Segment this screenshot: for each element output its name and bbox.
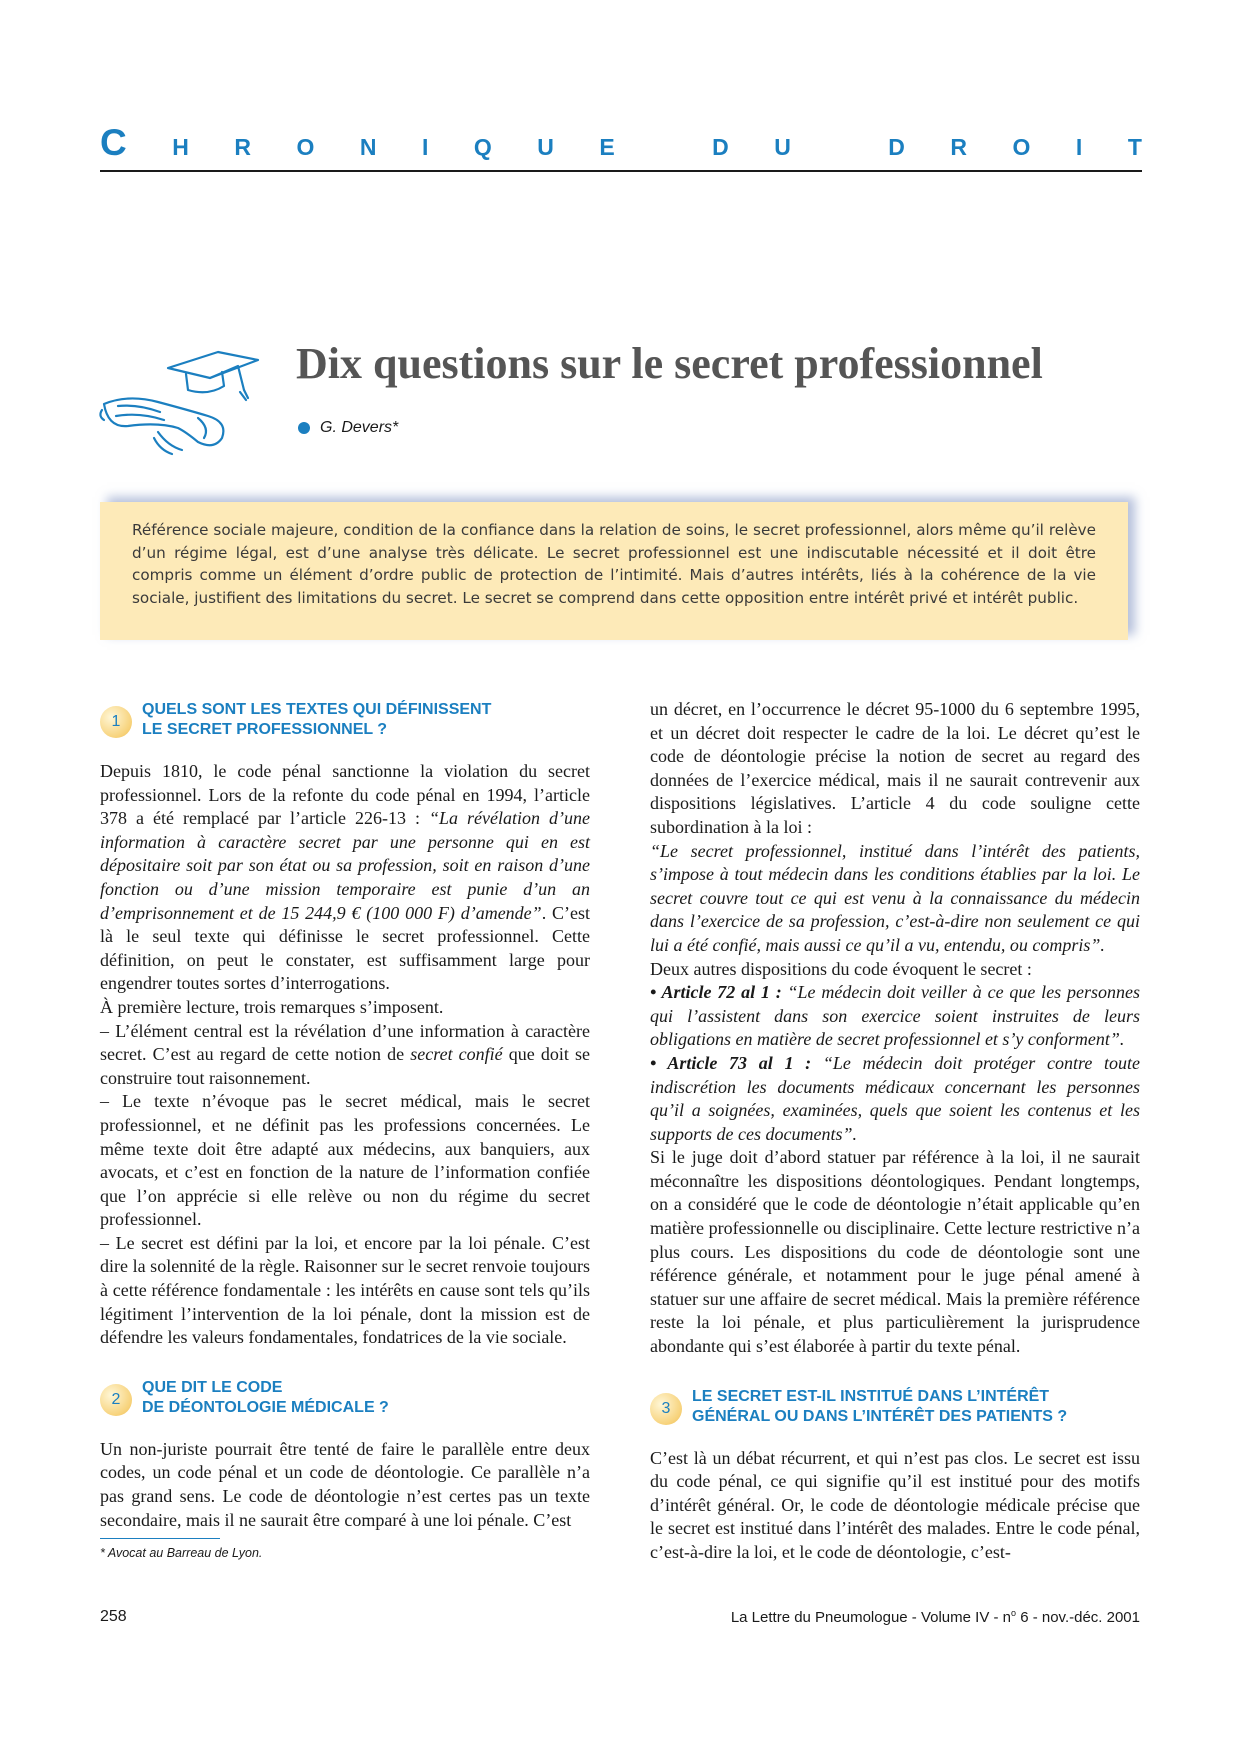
body-column-left	[100, 700, 590, 1532]
section-number-badge: 1	[100, 706, 132, 738]
header-divider	[100, 170, 1142, 172]
header-letter: T	[1127, 134, 1142, 160]
header-letter	[660, 132, 666, 162]
header-letter: E	[599, 134, 615, 160]
footnote: * Avocat au Barreau de Lyon.	[100, 1546, 263, 1560]
section-title-line: LE SECRET PROFESSIONNEL ?	[142, 721, 388, 738]
paragraph: – L’élément central est la révélation d’une information à caractère secret. C’est au regard de cette notion de secret confié que doit se construire tout raisonnement.	[100, 1020, 590, 1088]
section-title-line: DE DÉONTOLOGIE MÉDICALE ?	[142, 1398, 389, 1416]
header-letter: R	[234, 134, 251, 160]
quote: “Le secret professionnel, institué dans l’intérêt des patients, s’impose à tout médecin dans les conditions établies par la loi. Le secret couvre tout ce qui est venu à la connaissance du médecin dans l’exercice de sa profession, c’est-à-dire non seulement ce qui lui a été confié, mais aussi ce qu’il a vu, entendu, ou compris”.	[650, 840, 1140, 955]
section-heading-2	[100, 1378, 590, 1418]
section-number-badge: 3	[650, 1393, 682, 1425]
journal-reference: La Lettre du Pneumologue - Volume IV - $n^o$ 6 - nov.-déc. 2001	[730, 1608, 1140, 1626]
paragraph: – Le texte n’évoque pas le secret médical, mais le secret professionnel, et ne définit pas les professions concernées. Le même texte doit être adapté aux médecins, aux banquiers, aux avocats, et c’est en fonction de la nature de l’information confiée que l’on apprécie si elle relève ou non du régime du secret professionnel.	[100, 1091, 590, 1230]
paragraph: Depuis 1810, le code pénal sanctionne la violation du secret professionnel. Lors de la refonte du code pénal en 1994, l’article 378 a été remplacé par l’article 226-13 : “La révélation d’une information à caractère secret par une personne qui en est dépositaire soit par son état ou sa profession, soit en raison d’une fonction ou d’une mission temporaire est punie d’un an d’emprisonnement et de 15 244,9 € (100 000 F) d’amende”. C’est là le seul texte qui définisse le secret professionnel. Cette définition, on peut le constater, est suffisamment large pour engendrer toutes sortes d’interrogations.	[100, 761, 590, 994]
article-item: • Article 72 al 1 : “Le médecin doit veiller à ce que les personnes qui l’assistent dans son exercice soient instruites de leurs obligations en matière de secret professionnel et s’y conforment”.	[650, 982, 1140, 1050]
header-letter: U	[537, 134, 554, 160]
paragraph: un décret, en l’occurrence le décret 95-1000 du 6 septembre 1995, et un décret doit respecter le cadre de la loi. Le décret qu’est le code de déontologie précise la notion de secret au regard des données de l’exercice médical, mais il ne saurait contrevenir aux dispositions législatives. L’article 4 du code souligne cette subordination à la loi :	[650, 699, 1140, 837]
header-letter: O	[1012, 134, 1031, 160]
section-number-badge: 2	[100, 1384, 132, 1416]
section-title-line: QUELS SONT LES TEXTES QUI DÉFINISSENT	[142, 701, 492, 718]
paragraph: Deux autres dispositions du code évoquent le secret :	[650, 958, 1032, 979]
article-item: • Article 73 al 1 : “Le médecin doit protéger contre toute indiscrétion les documents médicaux concernant les personnes qu’il a soignées, examinées, quels que soient les contenus et les supports de ces documents”.	[650, 1052, 1141, 1144]
paragraph: Si le juge doit d’abord statuer par référence à la loi, il ne saurait méconnaître les dispositions déontologiques. Pendant longtemps, on a considéré que le code de déontologie n’était applicable qu’en matière professionnelle ou disciplinaire. Cette lecture restrictive n’a plus cours. Les dispositions du code de déontologie sont une référence générale, et notamment pour le juge pénal amené à statuer sur une affaire de secret médical. Mais la première référence reste la loi pénale, et plus particulièrement la jurisprudence abondante qui s’est élaborée à partir du texte pénal.	[650, 1147, 1140, 1357]
section-header-chronique-du-droit	[100, 122, 1142, 163]
header-letter: I	[422, 134, 429, 160]
footnote-divider	[100, 1538, 220, 1539]
paragraph: – Le secret est défini par la loi, et encore par la loi pénale. C’est dire la solennité de la règle. Raisonner sur le secret renvoie toujours à cette référence fondamentale : les intérêts en cause sont tels qu’ils légitiment l’intervention de la loi pénale, dont la mission est de défendre les valeurs fondamentales, fondatrices de la vie sociale.	[100, 1232, 590, 1348]
abstract-text: Référence sociale majeure, condition de la confiance dans la relation de soins, le secret professionnel, alors même qu’il relève d’un régime légal, est d’une analyse très délicate. Le secret professionnel est une indiscutable nécessité et il doit être compris comme un élément d’ordre public de protection de l’intimité. Mais d’autres intérêts, liés à la cohérence de la vie sociale, justifient des limitations du secret. Le secret se comprend dans cette opposition entre intérêt privé et intérêt public.	[132, 521, 1096, 607]
header-letter: I	[1075, 134, 1083, 160]
paragraph: Un non-juriste pourrait être tenté de faire le parallèle entre deux codes, un code pénal et un code de déontologie. Ce parallèle n’a pas grand sens. Le code de déontologie n’est certes pas un texte secondaire, mais il ne saurait être comparé à une loi pénale. C’est	[100, 1438, 590, 1530]
page-number: 258	[100, 1608, 127, 1625]
paragraph: À première lecture, trois remarques s’imposent.	[100, 996, 444, 1017]
author-line	[298, 419, 398, 437]
section-title	[142, 1378, 389, 1418]
header-letter: D	[712, 134, 729, 160]
section-title	[142, 700, 491, 740]
header-letter: O	[296, 134, 315, 160]
section-title	[692, 1387, 1067, 1427]
header-letter: U	[774, 134, 791, 160]
paragraph: C’est là un débat récurrent, et qui n’est pas clos. Le secret est issu du code pénal, ce qui signifie qu’il est institué pour des motifs d’intérêt général. Or, le code de déontologie médicale précise que le secret est institué dans l’intérêt des malades. Entre le code pénal, c’est-à-dire la loi, et le code de déontologie, c’est-	[650, 1447, 1140, 1562]
header-letter: D	[888, 134, 905, 160]
header-letter: N	[359, 134, 377, 160]
bullet-dot-icon	[298, 422, 310, 434]
header-letter: C	[100, 122, 127, 163]
author-name: G. Devers*	[320, 419, 399, 436]
section-title-line: LE SECRET EST-IL INSTITUÉ DANS L’INTÉRÊT	[692, 1387, 1050, 1405]
abstract-box	[100, 502, 1128, 640]
article-title: Dix questions sur le secret professionnel	[296, 339, 1043, 388]
section-title-line: GÉNÉRAL OU DANS L’INTÉRÊT DES PATIENTS ?	[692, 1407, 1068, 1425]
body-column-right	[650, 698, 1140, 1565]
section-heading-1	[100, 700, 590, 740]
section-title-line: QUE DIT LE CODE	[142, 1378, 283, 1396]
graduation-cap-diploma-icon	[98, 346, 268, 458]
header-letter: H	[172, 134, 189, 160]
header-letter: Q	[473, 134, 492, 160]
section-heading-3	[650, 1387, 1140, 1427]
header-letter	[836, 132, 842, 162]
header-letter: R	[950, 134, 968, 160]
